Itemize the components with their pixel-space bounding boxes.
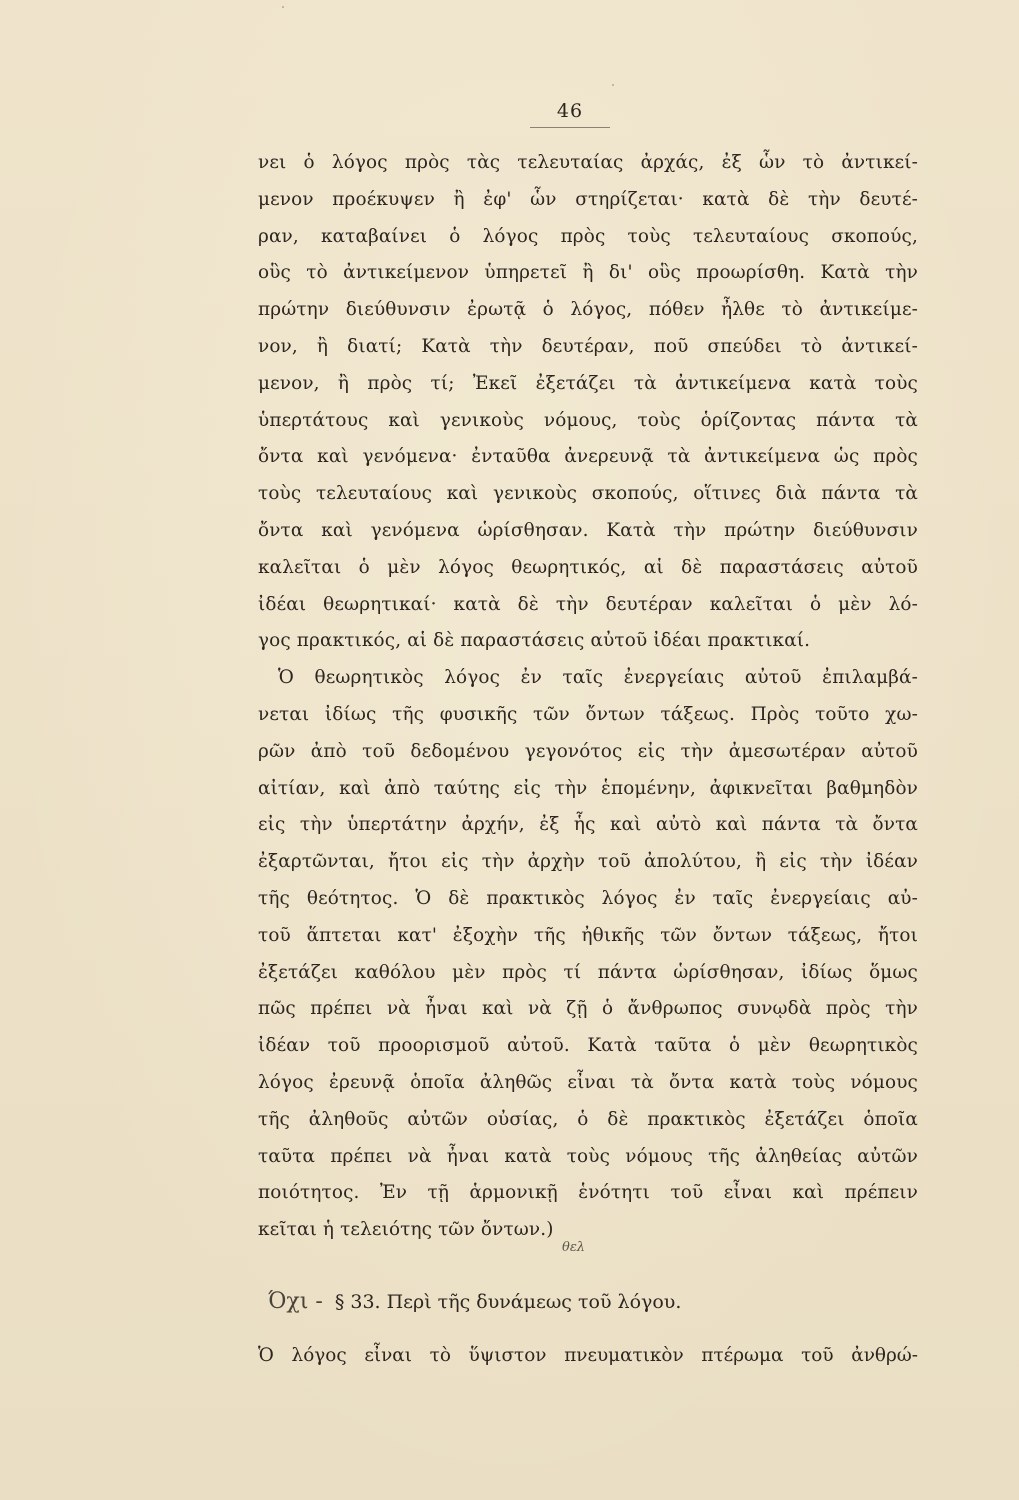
text-line: τῆς ἀληθοῦς αὐτῶν οὐσίας, ὁ δὲ πρακτικὸς ἐξετάζει ὁποῖα <box>258 1108 918 1130</box>
text-line: αἰτίαν, καὶ ἀπὸ ταύτης εἰς τὴν ἑπομένην, ἀφικνεῖται βαθμηδὸν <box>258 777 918 799</box>
text-line: μενον προέκυψεν ἢ ἐφ' ὧν στηρίζεται· κατὰ δὲ τὴν δευτέ- <box>258 188 918 210</box>
paper-speck <box>612 84 614 86</box>
text-line: καλεῖται ὁ μὲν λόγος θεωρητικός, αἱ δὲ παραστάσεις αὐτοῦ <box>258 556 918 578</box>
text-line: ὄντα καὶ γενόμενα ὡρίσθησαν. Κατὰ τὴν πρώτην διεύθυνσιν <box>258 519 918 541</box>
text-line: ὄντα καὶ γενόμενα· ἐνταῦθα ἀνερευνᾷ τὰ ἀντικείμενα ὡς πρὸς <box>258 446 918 468</box>
text-line: οὓς τὸ ἀντικείμενον ὑπηρετεῖ ἢ δι' οὓς προωρίσθη. Κατὰ τὴν <box>258 262 918 284</box>
text-line: εἰς τὴν ὑπερτάτην ἀρχήν, ἐξ ἧς καὶ αὐτὸ καὶ πάντα τὰ ὄντα <box>258 814 918 836</box>
text-line: Ὁ θεωρητικὸς λόγος ἐν ταῖς ἐνεργείαις αὐτοῦ ἐπιλαμβά- <box>278 667 918 689</box>
handwritten-note: θελ <box>562 1240 586 1255</box>
page-number: 46 <box>556 100 584 122</box>
text-line: τῆς θεότητος. Ὁ δὲ πρακτικὸς λόγος ἐν ταῖς ἐνεργείαις αὐ- <box>258 887 918 909</box>
text-line: τοὺς τελευταίους καὶ γενικοὺς σκοπούς, οἵτινες διὰ πάντα τὰ <box>258 483 918 505</box>
text-line: νον, ἢ διατί; Κατὰ τὴν δευτέραν, ποῦ σπεύδει τὸ ἀντικεί- <box>258 335 918 357</box>
text-line: ταῦτα πρέπει νὰ ἦναι κατὰ τοὺς νόμους τῆς ἀληθείας αὐτῶν <box>258 1145 918 1167</box>
text-line: κεῖται ἡ τελειότης τῶν ὄντων.) <box>258 1219 554 1241</box>
paper-speck <box>282 6 284 8</box>
marginal-note: Όχι - <box>268 1289 323 1314</box>
text-line: ὑπερτάτους καὶ γενικοὺς νόμους, τοὺς ὁρίζοντας πάντα τὰ <box>258 409 918 431</box>
text-line: γος πρακτικός, αἱ δὲ παραστάσεις αὐτοῦ ἰδέαι πρακτικαί. <box>258 630 811 652</box>
text-line: ἐξαρτῶνται, ἤτοι εἰς τὴν ἀρχὴν τοῦ ἀπολύτου, ἢ εἰς τὴν ἰδέαν <box>258 851 918 873</box>
text-line: τοῦ ἅπτεται κατ' ἐξοχὴν τῆς ἠθικῆς τῶν ὄντων τάξεως, ἤτοι <box>258 924 918 946</box>
text-line: μενον, ἢ πρὸς τί; Ἐκεῖ ἐξετάζει τὰ ἀντικείμενα κατὰ τοὺς <box>258 372 918 394</box>
final-text-line: Ὁ λόγος εἶναι τὸ ὕψιστον πνευματικὸν πτέρωμα τοῦ ἀνθρώ- <box>258 1345 918 1366</box>
text-line: νεται ἰδίως τῆς φυσικῆς τῶν ὄντων τάξεως. Πρὸς τοῦτο χω- <box>258 703 918 725</box>
text-line: πρώτην διεύθυνσιν ἐρωτᾷ ὁ λόγος, πόθεν ἦλθε τὸ ἀντικείμε- <box>258 299 918 321</box>
text-line: πῶς πρέπει νὰ ἦναι καὶ νὰ ζῇ ὁ ἄνθρωπος συνῳδὰ πρὸς τὴν <box>258 998 918 1020</box>
text-line: ρῶν ἀπὸ τοῦ δεδομένου γεγονότος εἰς τὴν ἀμεσωτέραν αὐτοῦ <box>258 740 918 762</box>
text-line: νει ὁ λόγος πρὸς τὰς τελευταίας ἀρχάς, ἐξ ὧν τὸ ἀντικεί- <box>258 152 918 173</box>
section-heading <box>268 1282 828 1322</box>
text-line: ἰδέαν τοῦ προορισμοῦ αὐτοῦ. Κατὰ ταῦτα ὁ μὲν θεωρητικὸς <box>258 1035 918 1057</box>
text-line: ἐξετάζει καθόλου μὲν πρὸς τί πάντα ὡρίσθησαν, ἰδίως ὅμως <box>258 961 918 983</box>
text-line: ποιότητος. Ἐν τῇ ἁρμονικῇ ἑνότητι τοῦ εἶναι καὶ πρέπειν <box>258 1182 918 1204</box>
text-line: ραν, καταβαίνει ὁ λόγος πρὸς τοὺς τελευταίους σκοπούς, <box>258 225 918 247</box>
text-line: λόγος ἐρευνᾷ ὁποῖα ἀληθῶς εἶναι τὰ ὄντα κατὰ τοὺς νόμους <box>258 1071 918 1093</box>
page-number-rule <box>530 127 610 128</box>
text-line: ἰδέαι θεωρητικαί· κατὰ δὲ τὴν δευτέραν καλεῖται ὁ μὲν λό- <box>258 593 918 615</box>
section-title: § 33. Περὶ τῆς δυνάμεως τοῦ λόγου. <box>334 1291 682 1313</box>
body-text <box>258 145 918 1249</box>
